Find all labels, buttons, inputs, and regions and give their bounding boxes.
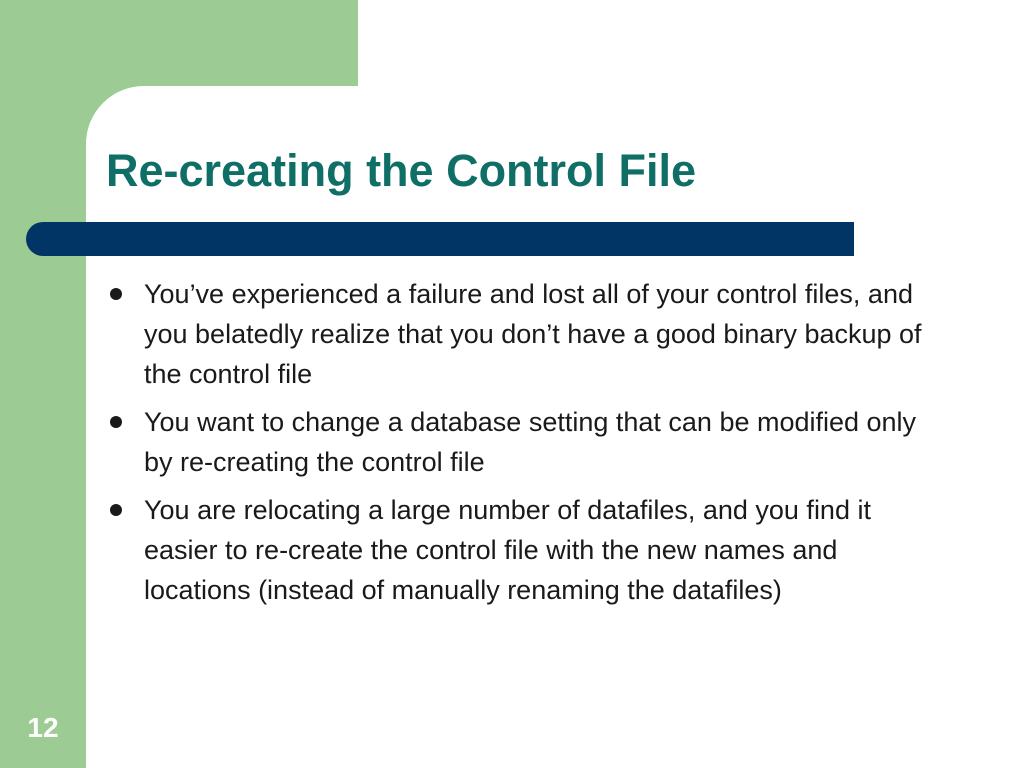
bullet-list <box>104 274 934 618</box>
bullet-dot-icon <box>110 504 122 516</box>
bullet-dot-icon <box>110 288 122 300</box>
list-item <box>104 490 934 610</box>
list-item <box>104 274 934 394</box>
title-underline-bar <box>26 222 854 256</box>
slide-number: 12 <box>27 712 59 743</box>
bullet-dot-icon <box>110 416 122 428</box>
slide-title: Re-creating the Control File <box>106 145 697 196</box>
bullet-text: You are relocating a large number of datafiles, and you find it easier to re-create the control file with the new names and locations (instead of manually renaming the datafiles) <box>144 495 871 605</box>
list-item <box>104 402 934 482</box>
bullet-text: You want to change a database setting that can be modified only by re-creating the control file <box>144 407 917 477</box>
bullet-text: You’ve experienced a failure and lost all of your control files, and you belatedly realize that you don’t have a good binary backup of the control file <box>144 279 922 389</box>
